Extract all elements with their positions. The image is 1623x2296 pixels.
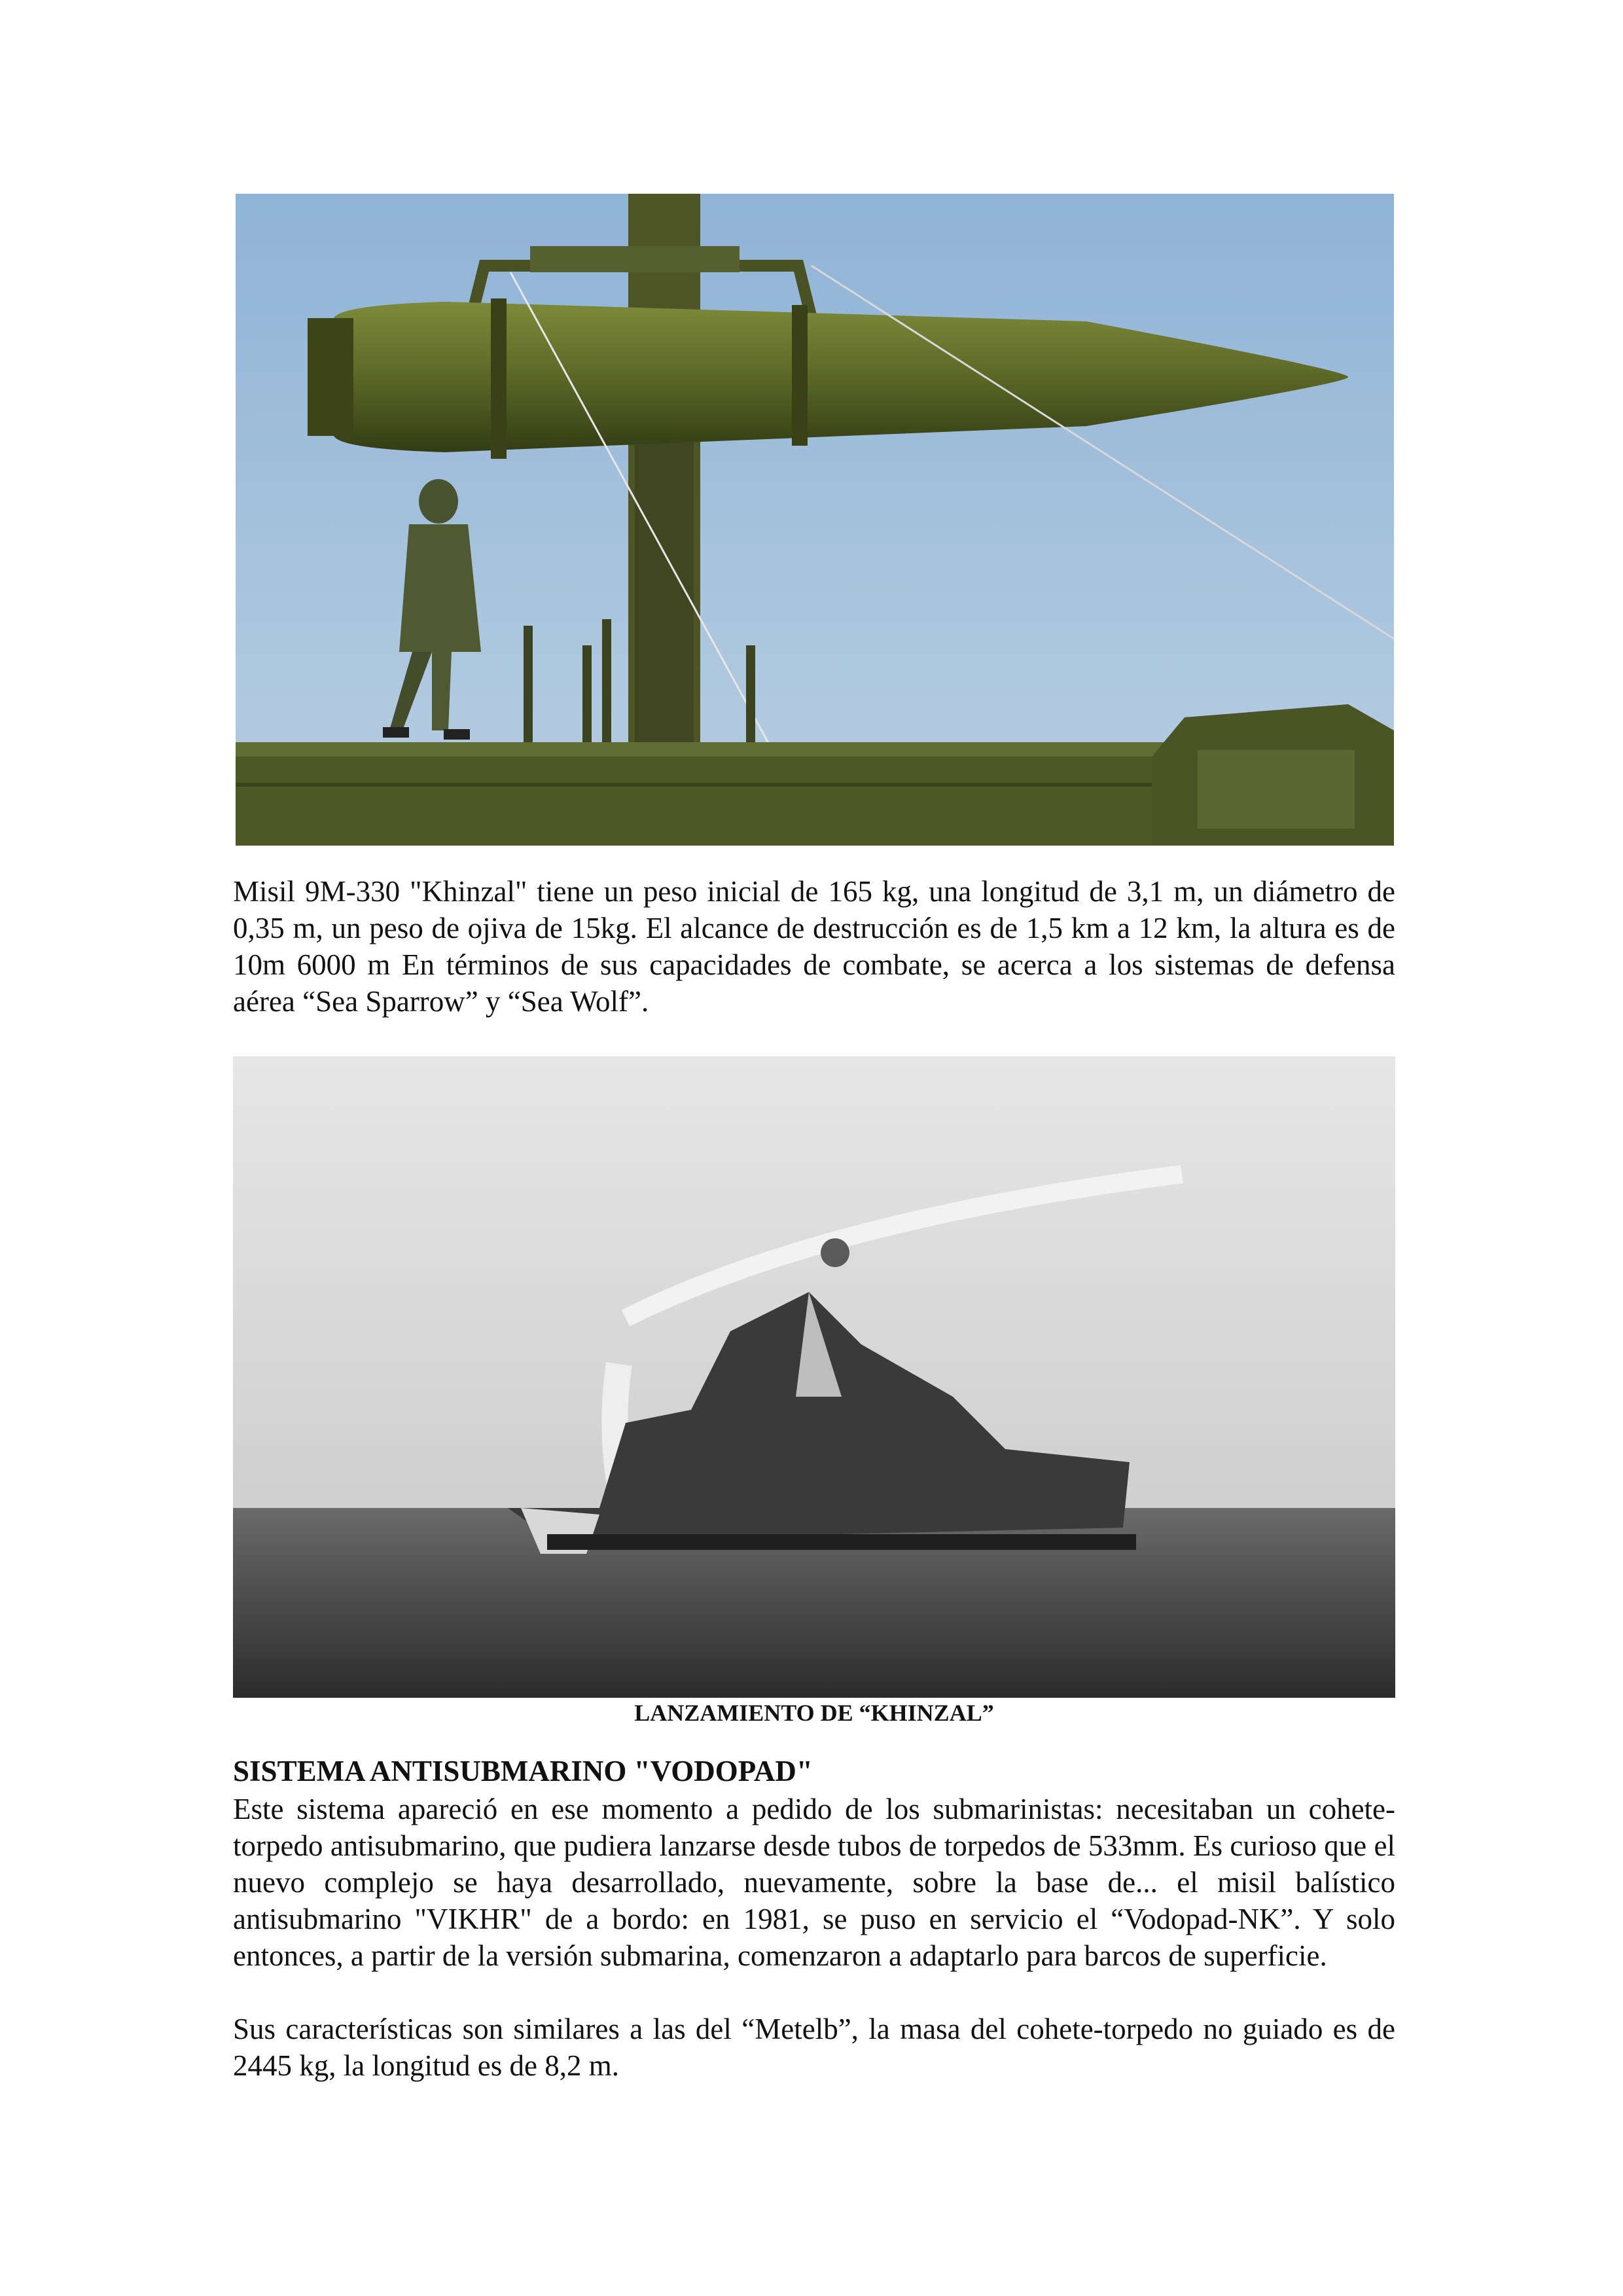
vodopad-paragraph: Este sistema apareció en ese momento a pedido de los submarinistas: necesitaban un cohete-torpedo antisubmarino, que pudiera lanzarse desde tubos de torpedos de 533mm. Es curioso que el nuevo complejo se haya desarrollado, nuevamente, sobre la base de... el misil balístico antisubmarino "VIKHR" de a bordo: en 1981, se puso en servicio el “Vodopad-NK”. Y solo entonces, a partir de la versión submarina, comenzaron a adaptarlo para barcos de superficie. [233, 1793, 1395, 1972]
characteristics-paragraph: Sus características son similares a las del “Metelb”, la masa del cohete-torpedo no guiado es de 2445 kg, la longitud es de 8,2 m. [233, 2013, 1395, 2082]
missile-description-paragraph: Misil 9M-330 "Khinzal" tiene un peso inicial de 165 kg, una longitud de 3,1 m, un diámetro de 0,35 m, un peso de ojiva de 15kg. El alcance de destrucción es de 1,5 km a 12 km, la altura es de 10m 6000 m En términos de sus capacidades de combate, se acerca a los sistemas de defensa aérea “Sea Sparrow” y “Sea Wolf”. [233, 875, 1395, 1018]
photo-caption: LANZAMIENTO DE “KHINZAL” [634, 1700, 994, 1726]
ship-launch-photo [233, 1056, 1395, 1698]
section-heading: SISTEMA ANTISUBMARINO "VODOPAD" [233, 1755, 813, 1787]
missile-photo [236, 194, 1394, 846]
